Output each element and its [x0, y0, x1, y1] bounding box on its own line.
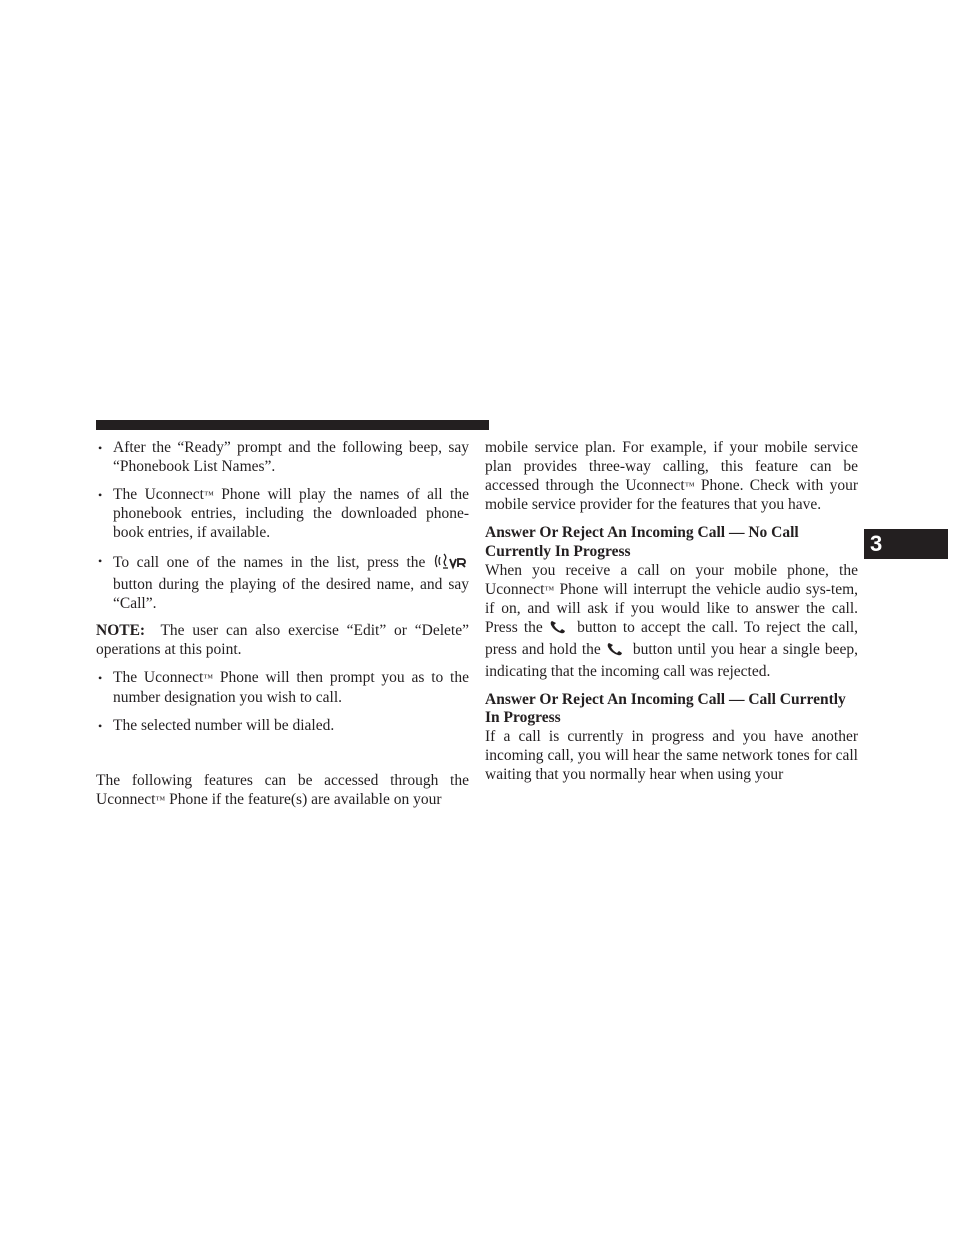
section-body: When you receive a call on your mobile phone, the Uconnect™ Phone will interrupt the vehicle audio sys-tem, if on, and will ask if you would like to answer the call. Press the button to accept the call. To reject the call, press and hold the button until you hear a single beep, indicating that the incoming call was rejected. [485, 561, 859, 680]
chapter-tab: 3 [864, 529, 948, 559]
bullet-item: • The Uconnect™ Phone will play the names of all the phonebook entries, including the downloaded phone-book entries, if available. [96, 486, 469, 543]
section-heading: Answer Or Reject An Incoming Call — No Call Currently In Progress [485, 524, 799, 560]
phone-handset-icon [549, 619, 571, 641]
intro-paragraph: mobile service plan. For example, if your mobile service plan provides three-way calling, this feature can be accessed through the Uconnect™ Phone. Check with your mobile service provider for the features that you have. [485, 439, 858, 514]
bullet-item: • To call one of the names in the list, press the button during the playing of the desired name, and say “Call”. [96, 552, 469, 613]
note-label: NOTE: [96, 622, 146, 640]
closing-paragraph: The following features can be accessed through the Uconnect™ Phone if the feature(s) are available on your [96, 772, 469, 809]
bullet-item: • The selected number will be dialed. [96, 717, 469, 736]
section-heading: Answer Or Reject An Incoming Call — Call Currently In Progress [485, 690, 846, 727]
phone-handset-icon [606, 641, 628, 663]
section-body: If a call is currently in progress and you have another incoming call, you will hear the same network tones for call waiting that you normally hear when using your [485, 728, 858, 783]
note-paragraph: NOTE: The user can also exercise “Edit” or “Delete” operations at this point. [96, 622, 469, 659]
bullet-item: • The Uconnect™ Phone will then prompt you as to the number designation you wish to call. [96, 669, 469, 708]
voice-recognition-icon [433, 552, 469, 576]
left-column [96, 439, 469, 811]
right-column [485, 439, 858, 785]
header-rule [96, 420, 489, 430]
bullet-item: • After the “Ready” prompt and the following beep, say “Phonebook List Names”. [96, 439, 469, 477]
